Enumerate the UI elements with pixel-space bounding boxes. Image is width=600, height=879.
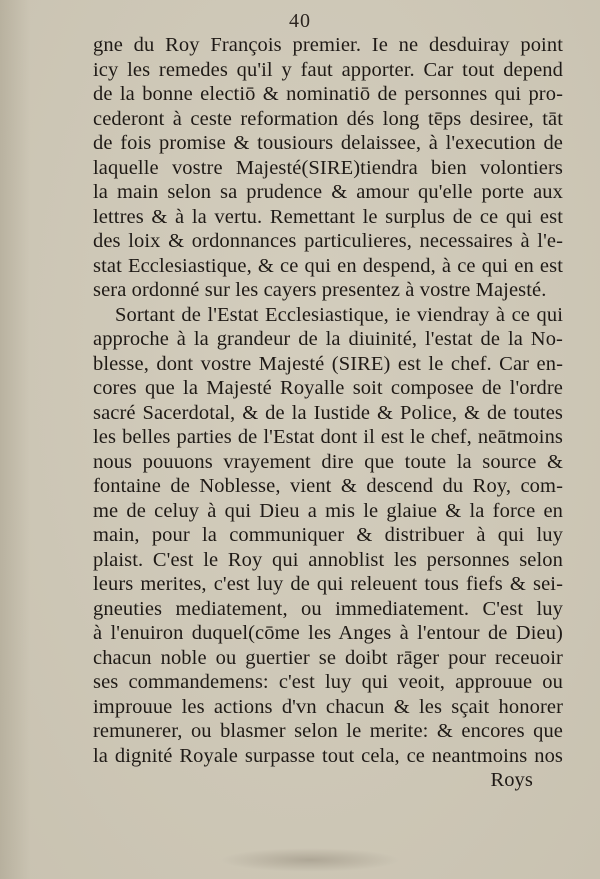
text-line: main, pour la communiquer & distribuer à qui luy xyxy=(93,524,563,546)
page-fold-shadow xyxy=(0,0,30,879)
text-line: laquelle vostre Majesté(SIRE)tiendra bien volontiers xyxy=(93,156,563,179)
text-line: approche à la grandeur de la diuinité, l'estat de la No- xyxy=(93,328,563,350)
text-line: improuue les actions d'vn chacun & les sçait honorer xyxy=(93,695,563,718)
text-line: icy les remedes qu'il y faut apporter. Car tout depend xyxy=(93,58,563,81)
text-line: stat Ecclesiastique, & ce qui en despend, à ce qui en est xyxy=(93,254,563,277)
text-line: des loix & ordonnances particulieres, necessaires à l'e- xyxy=(93,230,563,252)
bottom-ornament-smudge xyxy=(220,848,400,872)
text-line: ses commandemens: c'est luy qui veoit, approuue ou xyxy=(93,671,563,693)
catchword: Roys xyxy=(490,769,533,791)
text-line: la dignité Royale surpasse tout cela, ce neantmoins nos xyxy=(93,744,563,767)
text-line: sacré Sacerdotal, & de la Iustide & Police, & de toutes xyxy=(93,401,563,424)
text-line: gne du Roy François premier. Ie ne desduiray point xyxy=(93,34,563,56)
text-line: Sortant de l'Estat Ecclesiastique, ie viendray à ce qui xyxy=(115,303,563,326)
text-line: chacun noble ou guertier se doibt rāger pour receuoir xyxy=(93,646,563,669)
text-line: gneuties mediatement, ou immediatement. C'est luy xyxy=(93,597,563,620)
text-line: cederont à ceste reformation dés long tēps desiree, tāt xyxy=(93,107,563,130)
text-line: lettres & à la vertu. Remettant le surplus de ce qui est xyxy=(93,205,563,228)
text-line: remunerer, ou blasmer selon le merite: & encores que xyxy=(93,720,563,742)
text-line: plaist. C'est le Roy qui annoblist les personnes selon xyxy=(93,548,563,571)
text-line: cores que la Majesté Royalle soit composee de l'ordre xyxy=(93,377,563,399)
text-line: fontaine de Noblesse, vient & descend du Roy, com- xyxy=(93,475,563,497)
body-text xyxy=(93,33,563,793)
text-line: de fois promise & tousiours delaissee, à l'execution de xyxy=(93,132,563,154)
text-line: blesse, dont vostre Majesté (SIRE) est le chef. Car en- xyxy=(93,352,563,375)
text-line: les belles parties de l'Estat dont il est le chef, neātmoins xyxy=(93,426,563,448)
text-line: nous pouuons vrayement dire que toute la source & xyxy=(93,450,563,473)
page-number: 40 xyxy=(289,10,311,32)
text-line: leurs merites, c'est luy de qui releuent tous fiefs & sei- xyxy=(93,573,563,595)
text-line: la main selon sa prudence & amour qu'elle porte aux xyxy=(93,181,563,203)
text-line: à l'enuiron duquel(cōme les Anges à l'entour de Dieu) xyxy=(93,622,563,644)
text-line: sera ordonné sur les cayers presentez à vostre Majesté. xyxy=(93,279,547,301)
text-line: de la bonne electiō & nominatiō de personnes qui pro- xyxy=(93,83,563,105)
text-line: me de celuy à qui Dieu a mis le glaiue & la force en xyxy=(93,499,563,522)
